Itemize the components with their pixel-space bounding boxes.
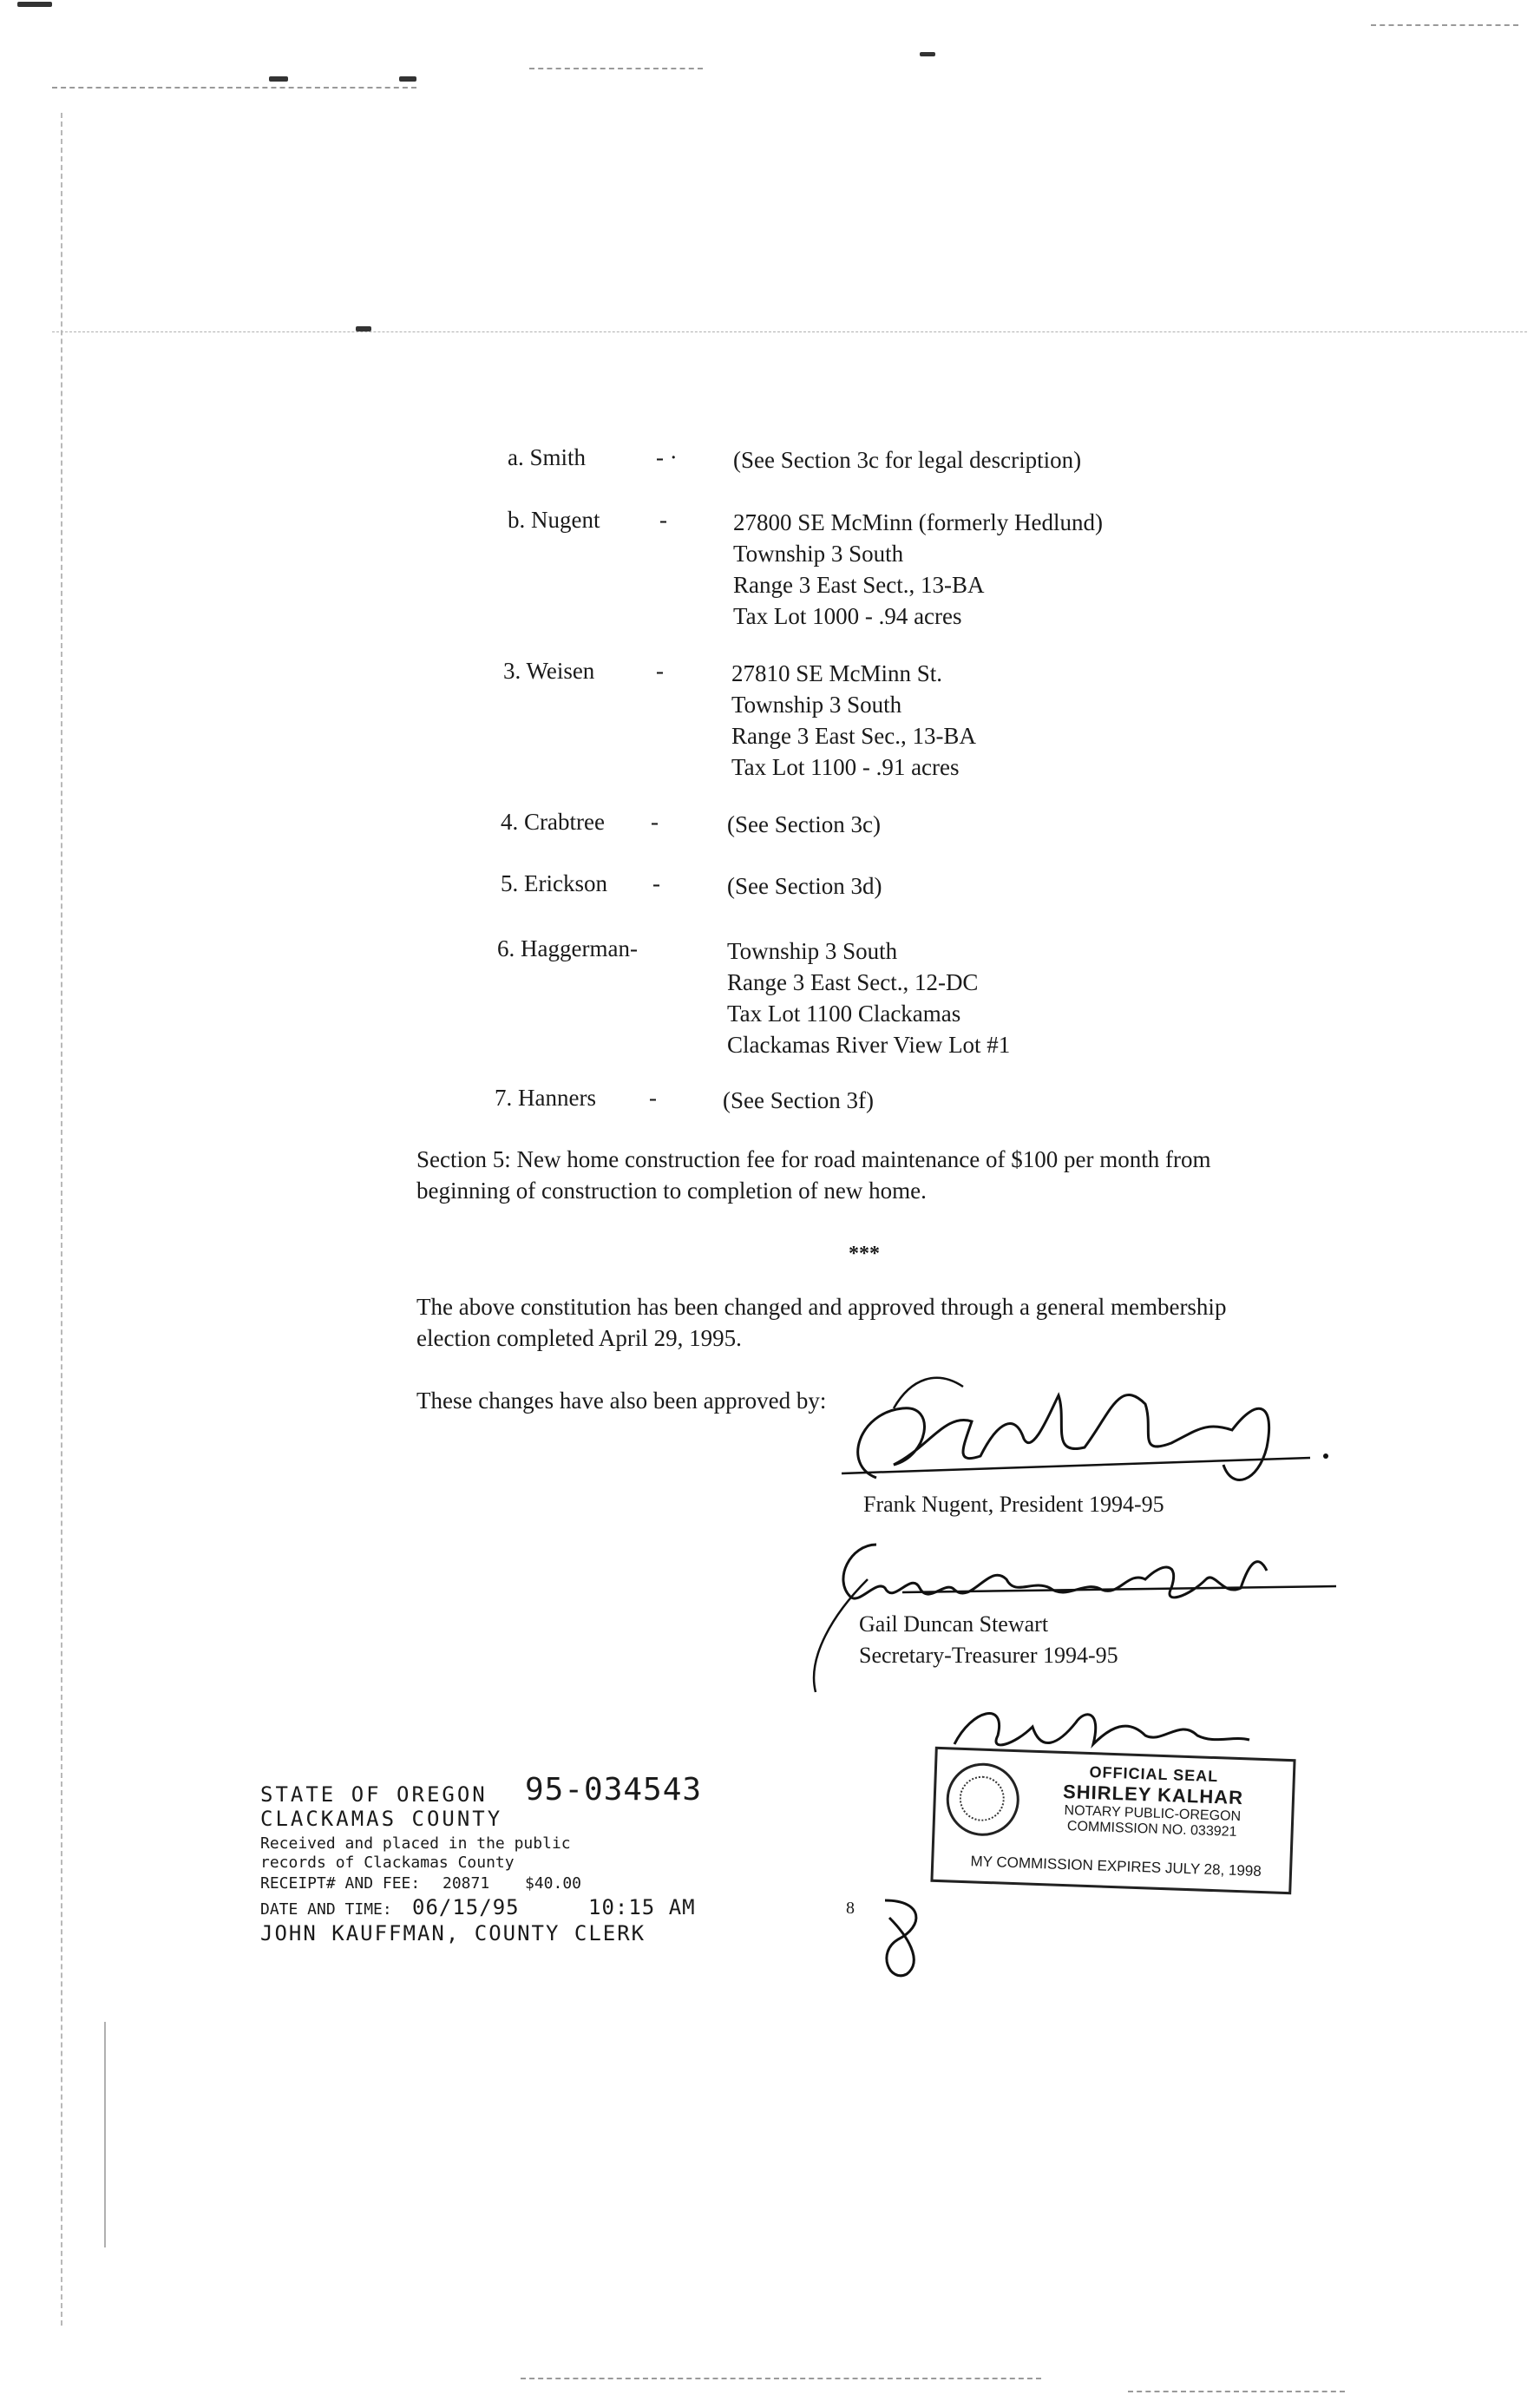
entry-line: (See Section 3c) bbox=[727, 811, 881, 837]
scan-artifact bbox=[521, 2378, 1041, 2379]
stamp-receipt-label: RECEIPT# AND FEE: bbox=[260, 1874, 421, 1893]
entry-label: 6. Haggerman- bbox=[497, 935, 638, 961]
entry-description bbox=[727, 809, 881, 840]
president-signature bbox=[824, 1361, 1345, 1508]
scan-artifact bbox=[529, 68, 703, 69]
entry-dash: - bbox=[652, 870, 660, 896]
seal-line: SHIRLEY KALHAR bbox=[1062, 1780, 1244, 1809]
entry-line: 27810 SE McMinn St. bbox=[731, 660, 943, 686]
stamp-fee: $40.00 bbox=[525, 1874, 582, 1893]
scan-artifact bbox=[1371, 24, 1518, 26]
stamp-date: 06/15/95 bbox=[412, 1895, 520, 1919]
entry-line: Range 3 East Sect., 13-BA bbox=[733, 572, 985, 598]
scan-artifact bbox=[920, 52, 935, 56]
entry-line: Clackamas River View Lot #1 bbox=[727, 1032, 1011, 1058]
seal-line: MY COMMISSION EXPIRES JULY 28, 1998 bbox=[970, 1853, 1262, 1880]
entry-description bbox=[727, 870, 882, 902]
entry-label: 5. Erickson bbox=[501, 870, 607, 896]
stamp-clerk: JOHN KAUFFMAN, COUNTY CLERK bbox=[260, 1921, 646, 1945]
scan-artifact bbox=[269, 76, 288, 82]
entry-line: Tax Lot 1000 - .94 acres bbox=[733, 603, 962, 629]
entry-dash: - bbox=[649, 1085, 657, 1111]
stamp-time: 10:15 AM bbox=[588, 1895, 696, 1919]
entry-description bbox=[723, 1085, 874, 1116]
entry-description bbox=[733, 444, 1081, 476]
entry-label: 7. Hanners bbox=[495, 1085, 596, 1111]
entry-dash: - · bbox=[656, 444, 678, 470]
scan-artifact bbox=[399, 76, 416, 82]
stamp-received-line: records of Clackamas County bbox=[260, 1854, 515, 1872]
entry-dash: - bbox=[656, 658, 664, 684]
approved-by-text: These changes have also been approved by: bbox=[416, 1388, 827, 1414]
scan-artifact bbox=[1128, 2391, 1345, 2392]
entry-line: Township 3 South bbox=[727, 938, 898, 964]
scan-artifact bbox=[104, 2022, 106, 2247]
secretary-title: Secretary-Treasurer 1994-95 bbox=[859, 1643, 1118, 1668]
entry-line: Range 3 East Sect., 12-DC bbox=[727, 969, 979, 995]
stamp-document-number: 95-034543 bbox=[525, 1772, 703, 1808]
entry-description bbox=[731, 658, 976, 783]
entry-line: Tax Lot 1100 Clackamas bbox=[727, 1001, 961, 1027]
entry-line: Township 3 South bbox=[731, 692, 902, 718]
scan-artifact bbox=[52, 87, 416, 89]
entry-line: Township 3 South bbox=[733, 541, 904, 567]
scan-artifact bbox=[52, 331, 1527, 332]
entry-description bbox=[733, 507, 1103, 632]
seal-line: NOTARY PUBLIC-OREGON bbox=[1064, 1803, 1242, 1825]
stamp-county: CLACKAMAS COUNTY bbox=[260, 1807, 503, 1831]
approval-paragraph: The above constitution has been changed and approved through a general membership election completed April 29, 1995. bbox=[416, 1294, 1227, 1351]
page-number: 8 bbox=[846, 1899, 855, 1918]
entry-dash: - bbox=[651, 809, 659, 835]
entry-line: (See Section 3c for legal description) bbox=[733, 447, 1082, 473]
section-5-paragraph: Section 5: New home construction fee for road maintenance of $100 per month from beginning of construction to completion of new home. bbox=[416, 1146, 1211, 1204]
entry-line: Range 3 East Sec., 13-BA bbox=[731, 723, 976, 749]
entry-label: a. Smith bbox=[508, 444, 587, 470]
scan-artifact bbox=[356, 326, 371, 331]
scan-artifact bbox=[61, 113, 62, 2326]
entry-line: 27800 SE McMinn (formerly Hedlund) bbox=[733, 509, 1103, 535]
handwritten-mark bbox=[872, 1892, 933, 1987]
president-name: Frank Nugent, President 1994-95 bbox=[863, 1492, 1164, 1517]
stamp-received-line: Received and placed in the public bbox=[260, 1834, 571, 1853]
scan-artifact bbox=[17, 2, 52, 7]
entry-line: (See Section 3f) bbox=[723, 1087, 874, 1113]
notary-seal bbox=[930, 1747, 1295, 1894]
stamp-datetime-label: DATE AND TIME: bbox=[260, 1900, 392, 1919]
seal-line: OFFICIAL SEAL bbox=[1089, 1763, 1219, 1786]
state-seal-icon bbox=[945, 1762, 1020, 1837]
stamp-receipt-number: 20871 bbox=[442, 1874, 490, 1893]
entry-label: 3. Weisen bbox=[503, 658, 595, 684]
entry-dash: - bbox=[659, 507, 667, 533]
entry-label: 4. Crabtree bbox=[501, 809, 605, 835]
entry-label: b. Nugent bbox=[508, 507, 600, 533]
secretary-name: Gail Duncan Stewart bbox=[859, 1611, 1049, 1637]
entry-line: (See Section 3d) bbox=[727, 873, 882, 899]
entry-description bbox=[727, 935, 1010, 1060]
seal-line: COMMISSION NO. 033921 bbox=[1066, 1819, 1237, 1840]
section-separator: *** bbox=[849, 1243, 880, 1265]
stamp-state: STATE OF OREGON bbox=[260, 1782, 488, 1807]
entry-line: Tax Lot 1100 - .91 acres bbox=[731, 754, 960, 780]
